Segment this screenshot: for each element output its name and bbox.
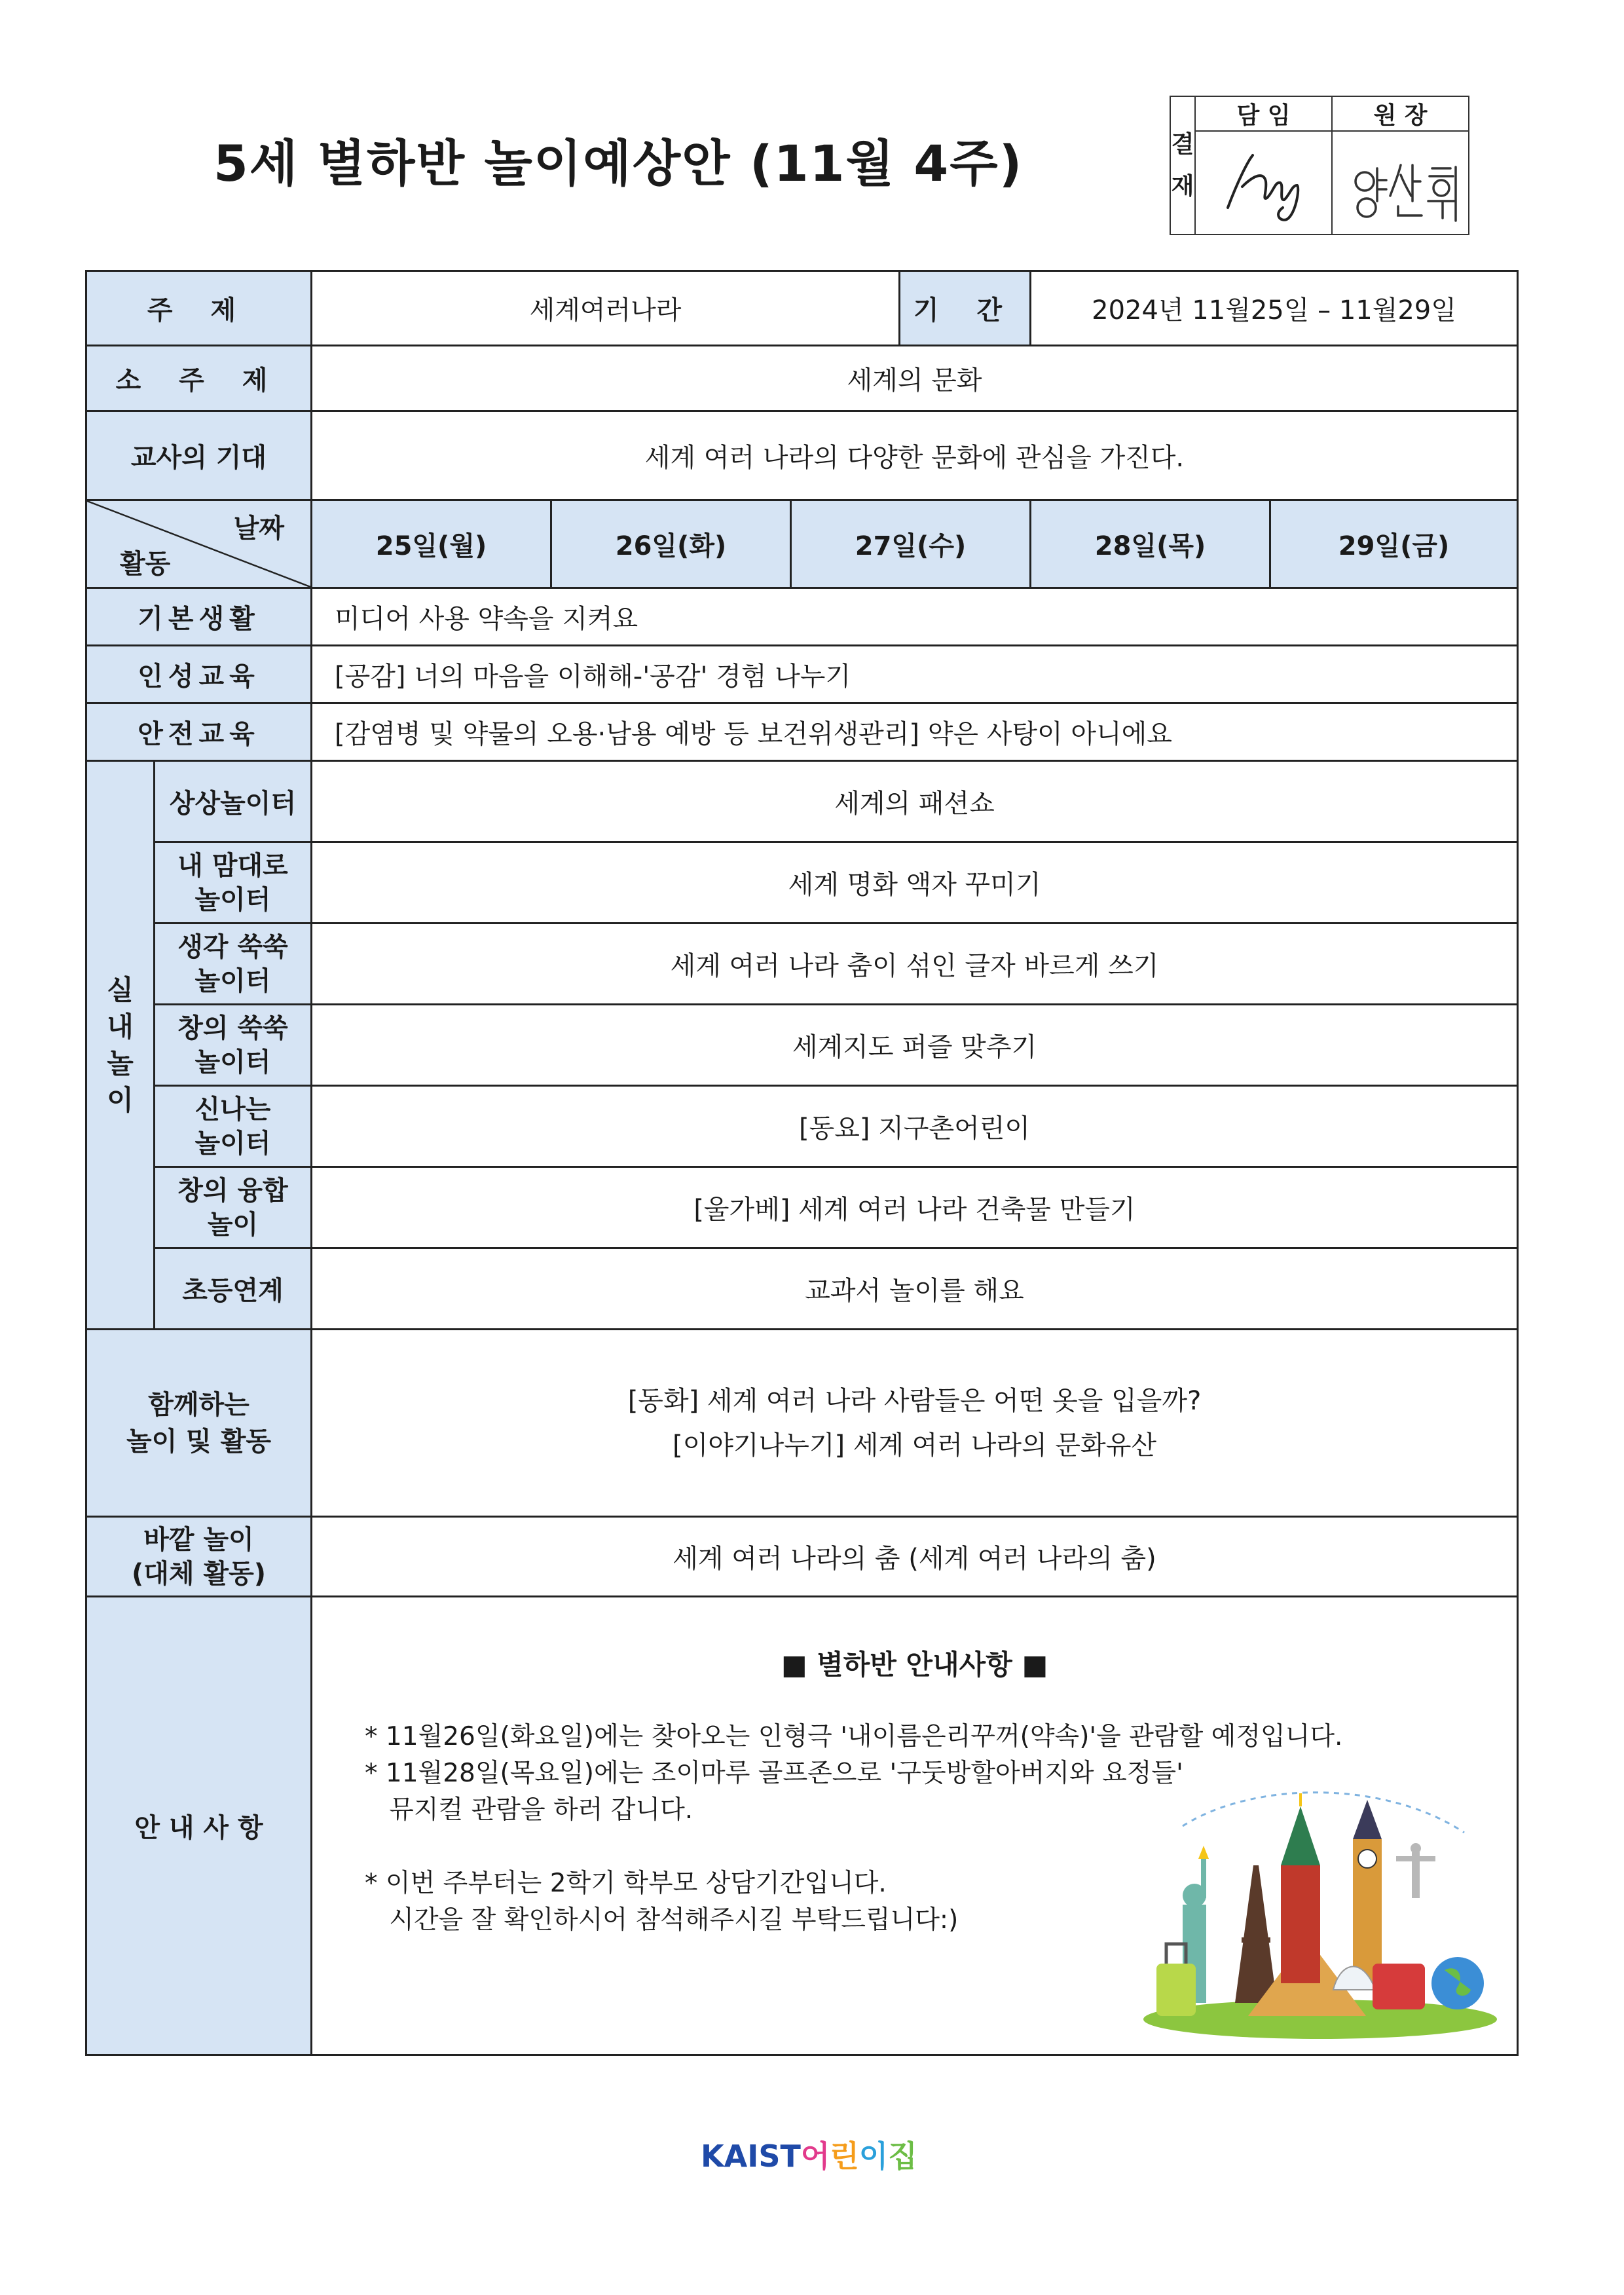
- basic-life-row: [86, 588, 1518, 646]
- kremlin-tower-icon: [1281, 1793, 1320, 1983]
- teacher-signature-mark: [1202, 136, 1326, 227]
- corner-date-label: 날짜: [233, 513, 284, 544]
- character-edu-value: [공감] 너의 마음을 이해해-'공감' 경험 나누기: [312, 646, 1518, 703]
- expectation-value: 세계 여러 나라의 다양한 문화에 관심을 가진다.: [312, 411, 1518, 500]
- page-title: 5세 별하반 놀이예상안 (11월 4주): [213, 134, 1024, 193]
- together-row: [86, 1330, 1518, 1517]
- indoor-play-row: [86, 1167, 1518, 1248]
- safety-edu-label: 안전교육: [86, 703, 312, 761]
- day-header: 27일(수): [791, 500, 1031, 588]
- topic-label: 주 제: [86, 271, 312, 346]
- safety-edu-value: [감염병 및 약물의 오용·남용 예방 등 보건위생관리] 약은 사탕이 아니에요: [312, 703, 1518, 761]
- indoor-play-row: [86, 924, 1518, 1005]
- day-header: 25일(월): [312, 500, 551, 588]
- indoor-activity-value: 세계 여러 나라 춤이 섞인 글자 바르게 쓰기: [312, 924, 1518, 1005]
- indoor-activity-label: 생각 쑥쑥 놀이터: [155, 924, 312, 1005]
- notice-line: * 이번 주부터는 2학기 학부모 상담기간입니다.: [365, 1869, 887, 1898]
- day-header: 26일(화): [551, 500, 791, 588]
- indoor-activity-label: 신나는 놀이터: [155, 1086, 312, 1167]
- indoor-play-row: [86, 1248, 1518, 1330]
- notice-title: ■ 별하반 안내사항 ■: [781, 1649, 1048, 1681]
- together-line-1: [동화] 세계 여러 나라 사람들은 어떤 옷을 입을까?: [627, 1385, 1202, 1416]
- indoor-activity-value: 교과서 놀이를 해요: [312, 1248, 1518, 1330]
- period-value: 2024년 11월25일 – 11월29일: [1031, 271, 1518, 346]
- indoor-activity-label: 상상놀이터: [155, 761, 312, 842]
- kaist-kindergarten-logo: KAIST어린이집: [701, 2138, 917, 2174]
- approval-box: [1170, 96, 1469, 235]
- outdoor-value: 세계 여러 나라의 춤 (세계 여러 나라의 춤): [312, 1517, 1518, 1597]
- notice-line: 시간을 잘 확인하시어 참석해주시길 부탁드립니다:): [365, 1905, 959, 1935]
- together-label: 함께하는 놀이 및 활동: [86, 1330, 312, 1517]
- period-label: 기 간: [900, 271, 1031, 346]
- indoor-activity-label: 창의 쑥쑥 놀이터: [155, 1005, 312, 1086]
- indoor-activity-label: 창의 융합 놀이: [155, 1167, 312, 1248]
- date-header-row: [86, 500, 1518, 588]
- approval-side-label: [1170, 96, 1195, 234]
- basic-life-value: 미디어 사용 약속을 지켜요: [312, 588, 1518, 646]
- character-edu-row: [86, 646, 1518, 703]
- notice-row: [86, 1597, 1518, 2055]
- approval-side-char-1: 결: [1171, 130, 1194, 158]
- approval-director-header: 원 장: [1332, 96, 1469, 131]
- notice-label: 안 내 사 항: [86, 1597, 312, 2055]
- together-line-2: [이야기나누기] 세계 여러 나라의 문화유산: [673, 1430, 1156, 1461]
- globe-icon: [1431, 1957, 1484, 2009]
- director-signature-mark: [1335, 136, 1466, 227]
- indoor-play-row: [86, 761, 1518, 842]
- safety-edu-row: [86, 703, 1518, 761]
- eiffel-tower-icon: [1235, 1865, 1277, 2003]
- approval-teacher-header: 담 임: [1195, 96, 1332, 131]
- basic-life-label: 기본생활: [86, 588, 312, 646]
- plan-table: [85, 270, 1519, 2056]
- indoor-play-row: [86, 842, 1518, 924]
- day-header: 29일(금): [1270, 500, 1518, 588]
- subtopic-label: 소 주 제: [86, 346, 312, 411]
- outdoor-label: 바깥 놀이 (대체 활동): [86, 1517, 312, 1597]
- indoor-activity-value: [동요] 지구촌어린이: [312, 1086, 1518, 1167]
- indoor-activity-value: 세계의 패션쇼: [312, 761, 1518, 842]
- indoor-activity-value: 세계 명화 액자 꾸미기: [312, 842, 1518, 924]
- corner-activity-label: 활동: [120, 549, 171, 579]
- world-landmarks-illustration: [1137, 1767, 1504, 2042]
- notice-line: * 11월28일(목요일)에는 조이마루 골프존으로 '구둣방할아버지와 요정들': [365, 1759, 1183, 1788]
- notice-line: * 11월26일(화요일)에는 찾아오는 인형극 '내이름은리꾸꺼(약속)'을 관람할 예정입니다.: [365, 1722, 1343, 1751]
- topic-row: [86, 271, 1518, 346]
- big-ben-icon: [1353, 1800, 1382, 1990]
- notice-line: 뮤지컬 관람을 하러 갑니다.: [365, 1795, 693, 1825]
- date-activity-corner: [86, 500, 312, 588]
- topic-value: 세계여러나라: [312, 271, 900, 346]
- teacher-signature: [1195, 131, 1332, 234]
- indoor-play-row: [86, 1086, 1518, 1167]
- indoor-activity-label: 초등연계: [155, 1248, 312, 1330]
- indoor-activity-value: 세계지도 퍼즐 맞추기: [312, 1005, 1518, 1086]
- subtopic-value: 세계의 문화: [312, 346, 1518, 411]
- indoor-activity-label: 내 맘대로 놀이터: [155, 842, 312, 924]
- together-value: [312, 1330, 1518, 1517]
- red-bag-icon: [1373, 1964, 1425, 2009]
- indoor-play-row: [86, 1005, 1518, 1086]
- expectation-label: 교사의 기대: [86, 411, 312, 500]
- indoor-activity-value: [울가베] 세계 여러 나라 건축물 만들기: [312, 1167, 1518, 1248]
- approval-side-char-2: 재: [1171, 172, 1194, 200]
- indoor-play-group-label: 실 내 놀 이: [86, 761, 155, 1330]
- expectation-row: [86, 411, 1518, 500]
- christ-statue-icon: [1396, 1843, 1435, 1898]
- subtopic-row: [86, 346, 1518, 411]
- character-edu-label: 인성교육: [86, 646, 312, 703]
- day-header: 28일(목): [1031, 500, 1270, 588]
- director-signature: [1332, 131, 1469, 234]
- outdoor-row: [86, 1517, 1518, 1597]
- notice-content: [312, 1597, 1518, 2055]
